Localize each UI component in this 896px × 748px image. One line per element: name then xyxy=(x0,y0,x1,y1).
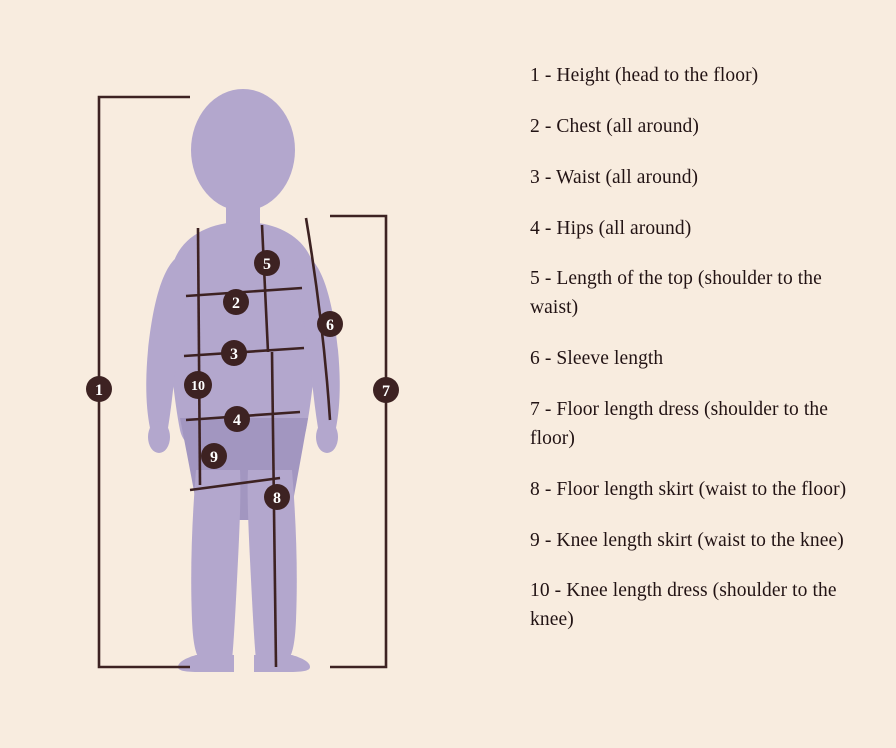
legend-item-3: 3 - Waist (all around) xyxy=(530,166,699,188)
badge-10-label: 10 xyxy=(191,379,205,394)
legend-item-8: 8 - Floor length skirt (waist to the floor) xyxy=(530,478,847,500)
line-floor-dress xyxy=(330,216,386,667)
badge-9-label: 9 xyxy=(210,449,218,466)
badge-8 xyxy=(264,484,290,510)
badge-5-label: 5 xyxy=(263,256,271,273)
badge-7 xyxy=(373,377,399,403)
measurement-legend xyxy=(530,62,870,657)
badge-1-label: 1 xyxy=(95,382,103,399)
badge-4 xyxy=(224,406,250,432)
badge-6 xyxy=(317,311,343,337)
badge-1 xyxy=(86,376,112,402)
badge-4-label: 4 xyxy=(233,412,241,429)
badge-5 xyxy=(254,250,280,276)
legend-item-4: 4 - Hips (all around) xyxy=(530,217,692,239)
child-silhouette xyxy=(146,89,339,672)
badge-3-label: 3 xyxy=(230,346,238,363)
badge-7-label: 7 xyxy=(382,383,390,400)
legend-item-1: 1 - Height (head to the floor) xyxy=(530,65,759,86)
badge-6-label: 6 xyxy=(326,317,334,334)
legend-item-5: 5 - Length of the top (shoulder to the waist) xyxy=(530,268,822,319)
legend-item-6: 6 - Sleeve length xyxy=(530,348,664,370)
badge-9 xyxy=(201,443,227,469)
badge-3 xyxy=(221,340,247,366)
badge-10 xyxy=(184,371,212,399)
badge-2-label: 2 xyxy=(232,295,240,312)
legend-item-9: 9 - Knee length skirt (waist to the knee) xyxy=(530,529,844,551)
legend-item-2: 2 - Chest (all around) xyxy=(530,115,699,137)
legend-item-10: 10 - Knee length dress (shoulder to the knee) xyxy=(530,580,837,631)
badge-8-label: 8 xyxy=(273,490,281,507)
legend-item-7: 7 - Floor length dress (shoulder to the floor) xyxy=(530,399,828,449)
badge-2 xyxy=(223,289,249,315)
